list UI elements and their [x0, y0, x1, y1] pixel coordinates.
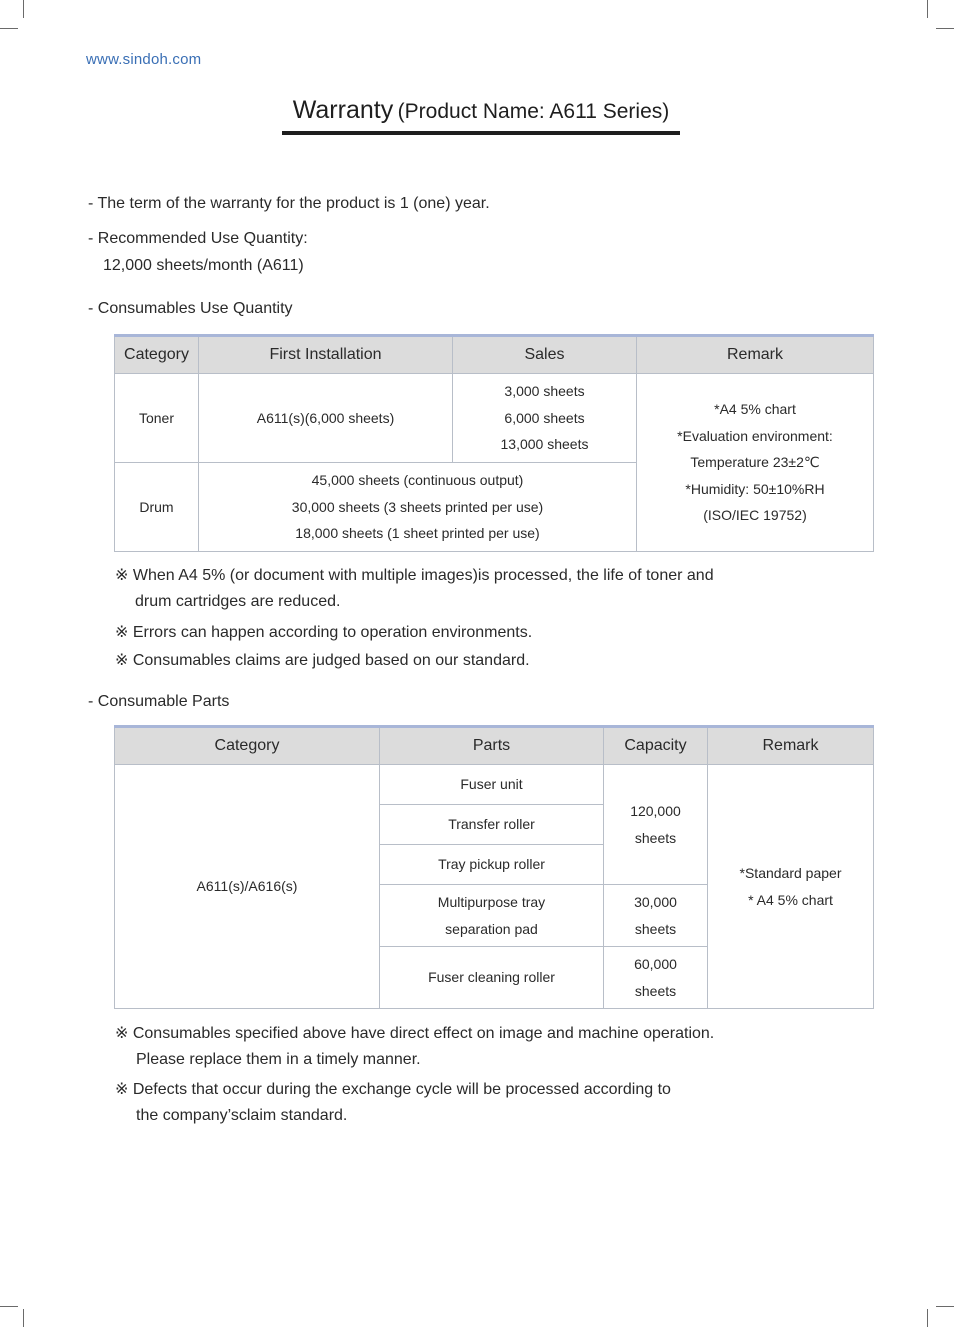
toner-sales-line: 3,000 sheets	[504, 383, 585, 400]
header-sales: Sales	[453, 336, 637, 374]
remark-line: *Standard paper	[739, 865, 842, 881]
note-errors: ※ Errors can happen according to operation environments.	[115, 624, 533, 641]
capacity-line: 60,000	[634, 956, 677, 972]
title-main: Warranty	[292, 96, 394, 124]
header-remark: Remark	[708, 727, 874, 765]
capacity-60k	[604, 947, 708, 1009]
capacity-line: sheets	[634, 829, 677, 846]
drum-details	[199, 463, 637, 552]
drum-detail-line: 18,000 sheets (1 sheet printed per use)	[295, 525, 540, 542]
crop-mark	[23, 0, 24, 18]
consumables-heading: - Consumables Use Quantity	[88, 300, 293, 317]
recommended-label: - Recommended Use Quantity:	[88, 230, 308, 247]
capacity-line: 120,000	[630, 803, 681, 819]
part-fuser-cleaning-roller: Fuser cleaning roller	[380, 947, 604, 1009]
parts-category: A611(s)/A616(s)	[115, 765, 380, 1009]
remark-line: * A4 5% chart	[748, 891, 833, 908]
note-direct-effect: ※ Consumables specified above have direct effect on image and machine operation.	[115, 1025, 715, 1042]
part-multipurpose-pad	[380, 885, 604, 947]
remark-line: (ISO/IEC 19752)	[703, 507, 807, 524]
header-category: Category	[115, 727, 380, 765]
note-life-reduced-cont: drum cartridges are reduced.	[135, 593, 341, 610]
toner-first-installation: A611(s)(6,000 sheets)	[199, 374, 453, 463]
remark-line: Temperature 23±2℃	[690, 454, 820, 471]
note-replace: Please replace them in a timely manner.	[136, 1051, 421, 1068]
capacity-line: sheets	[634, 920, 677, 937]
parts-remark	[708, 765, 874, 1009]
capacity-120k	[604, 765, 708, 885]
crop-mark	[0, 28, 18, 29]
remark-line: *A4 5% chart	[714, 401, 796, 418]
crop-mark	[936, 28, 954, 29]
capacity-line: sheets	[634, 982, 677, 999]
part-tray-pickup-roller: Tray pickup roller	[380, 845, 604, 885]
capacity-30k	[604, 885, 708, 947]
header-remark: Remark	[637, 336, 874, 374]
drum-detail-line: 30,000 sheets (3 sheets printed per use)	[291, 498, 544, 515]
crop-mark	[927, 0, 928, 18]
part-transfer-roller: Transfer roller	[380, 805, 604, 845]
toner-sales	[453, 374, 637, 463]
note-defects: ※ Defects that occur during the exchange cycle will be processed according to	[115, 1081, 671, 1098]
remark-line: *Humidity: 50±10%RH	[685, 480, 825, 497]
part-line: Multipurpose tray	[437, 894, 546, 910]
part-line: separation pad	[445, 920, 538, 937]
note-claim-standard: the company’sclaim standard.	[136, 1107, 348, 1124]
remark-line: *Evaluation environment:	[677, 427, 833, 444]
crop-mark	[0, 1306, 18, 1307]
header-capacity: Capacity	[604, 727, 708, 765]
consumables-remark	[637, 374, 874, 552]
header-parts: Parts	[380, 727, 604, 765]
header-first-installation: First Installation	[199, 336, 453, 374]
parts-table	[114, 725, 874, 1009]
crop-mark	[23, 1309, 24, 1327]
crop-mark	[936, 1306, 954, 1307]
parts-heading: - Consumable Parts	[88, 693, 230, 710]
capacity-line: 30,000	[634, 894, 677, 910]
toner-sales-line: 6,000 sheets	[504, 409, 585, 426]
website-link[interactable]: www.sindoh.com	[86, 51, 202, 68]
note-life-reduced: ※ When A4 5% (or document with multiple images)is processed, the life of toner and	[115, 567, 714, 584]
drum-detail-line: 45,000 sheets (continuous output)	[311, 472, 524, 489]
part-fuser-unit: Fuser unit	[380, 765, 604, 805]
consumables-table	[114, 334, 874, 552]
crop-mark	[927, 1309, 928, 1327]
recommended-value: 12,000 sheets/month (A611)	[103, 257, 304, 274]
header-category: Category	[115, 336, 199, 374]
toner-sales-line: 13,000 sheets	[500, 436, 589, 453]
toner-category: Toner	[115, 374, 199, 463]
drum-category: Drum	[115, 463, 199, 552]
note-claims: ※ Consumables claims are judged based on our standard.	[115, 652, 530, 669]
page-title	[282, 96, 680, 135]
warranty-term: - The term of the warranty for the product is 1 (one) year.	[88, 195, 490, 212]
title-sub: (Product Name: A611 Series)	[397, 100, 670, 123]
